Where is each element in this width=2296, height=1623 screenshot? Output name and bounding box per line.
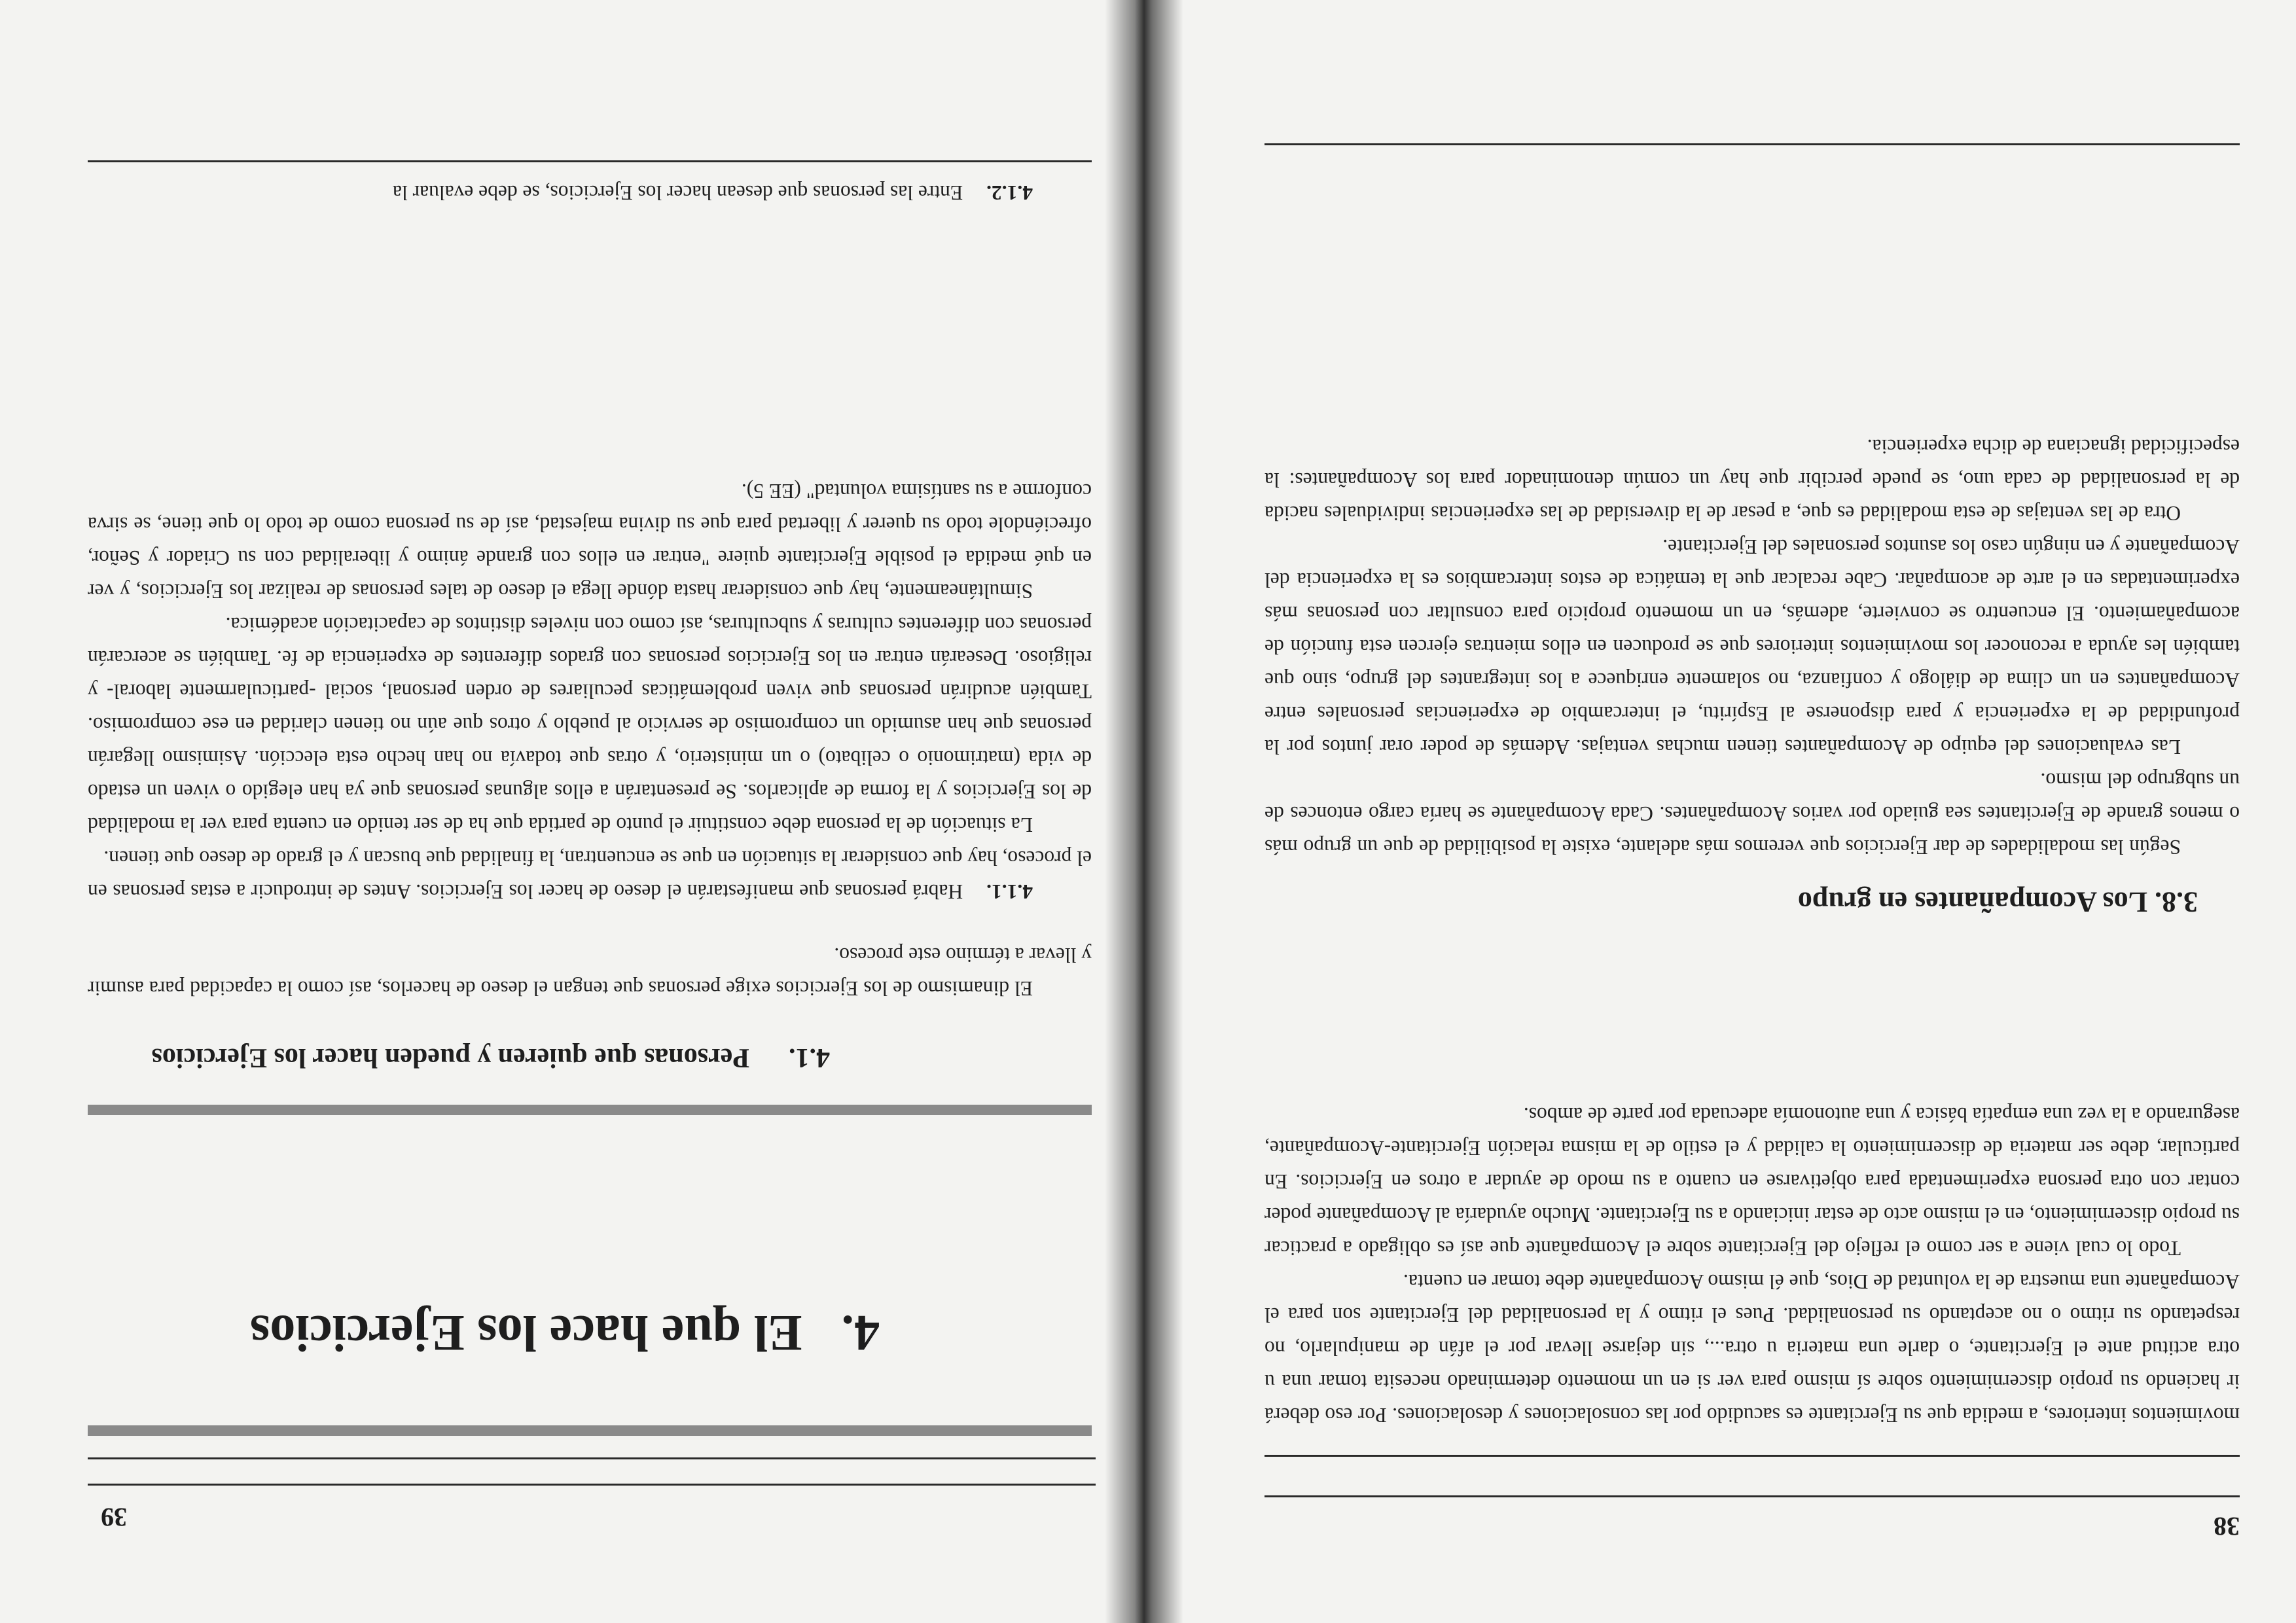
subsection-number: 4.1.1. <box>986 880 1033 903</box>
chapter-title: El que hace los Ejercicios <box>250 1305 802 1362</box>
subsection-4-1-1 <box>88 474 1092 908</box>
chapter-heading <box>250 1304 880 1363</box>
chapter-number: 4. <box>841 1305 880 1362</box>
paragraph: Simultáneamente, hay que considerar hasta dónde llega el deseo de tales personas de realizar los Ejercicios, y ver en qué medida el posible Ejercitante quiere "entrar en ellos con grande ánimo y liberalidad con su Criador y Señor, ofreciéndole todo su querer y libertad para que su divina majestad, así de su persona como de todo lo que tiene, se sirva conforme a su santísima voluntad" (EE 5). <box>88 480 1092 603</box>
subsection-4-1-2 <box>88 176 1092 209</box>
section-number: 3.8. <box>2155 886 2198 918</box>
paragraph: Todo lo cual viene a ser como el reflejo del Ejercitante sobre el Acompañante que así es obligado a practicar su propio discernimiento, en el mismo acto de estar iniciando a su Ejercitante. Mucho ayudaría al Acompañante poder contar con otra persona experimentada para objetivarse en cuanto a su modo de ayudar a otros en Ejercicios. En particular, debe ser materia de discernimiento la calidad y el estilo de la misma relación Ejercitante-Acompañante, asegurando a la vez una empatía básica y una autonomía adecuada por parte de ambos. <box>1265 1103 2240 1260</box>
page-number: 38 <box>2214 1512 2240 1541</box>
section-heading <box>1798 885 2198 919</box>
subsection-text: Habrá personas que manifestarán el deseo de hacer los Ejercicios. Antes de introducir a estas personas en el proceso, hay que considerar la situación en que se encuentran, la finalidad que buscan y el grado de deseo que tienen. <box>88 847 1092 903</box>
page-number: 39 <box>101 1503 127 1532</box>
paragraph: Las evaluaciones del equipo de Acompañantes tienen muchas ventajas. Además de poder orar juntos por la profundidad de la experiencia y para disponerse al Espíritu, el intercambio de experiencias personales entre Acompañantes en un clima de diálogo y confianza, no solamente enriquece a los integrantes del grupo, sino que también les ayuda a reconocer los movimientos interiores que se producen en ellos mientras ejercen esta función de acompañamiento. El encuentro se convierte, además, en un momento propicio para consultar con personas más experimentadas en el arte de acompañar. Cabe recalcar que la temática de estos intercambios es la experiencia del Acompañante y en ningún caso los asuntos personales del Ejercitante. <box>1265 535 2240 758</box>
paragraph <box>88 842 1092 908</box>
paragraph <box>88 176 1092 209</box>
header-rule <box>1265 1455 2240 1457</box>
section-title: Los Acompañantes en grupo <box>1797 886 2147 918</box>
subsection-text: Entre las personas que desean hacer los Ejercicios, se debe evaluar la <box>393 181 963 204</box>
chapter-band-rule-bottom <box>88 1105 1092 1115</box>
intro-text <box>1265 1098 2240 1432</box>
paragraph: El dinamismo de los Ejercicios exige personas que tengan el deseo de hacerlos, así como la capacidad para asumir y llevar a término este proceso. <box>88 944 1092 1000</box>
chapter-band-rule-top <box>88 1425 1092 1436</box>
section-heading <box>88 1042 1092 1073</box>
subsection-number: 4.1.2. <box>986 181 1033 204</box>
header-rule <box>88 1484 1096 1486</box>
page-38 <box>1155 0 2296 1623</box>
section-intro <box>88 938 1092 1005</box>
section-number: 4.1. <box>789 1043 830 1073</box>
section-title: Personas que quieren y pueden hacer los Ejercicios <box>151 1043 749 1073</box>
paragraph: La situación de la persona debe constituir el punto de partida que ha de ser tenido en cuenta para ver la modalidad de los Ejercicios y la forma de aplicarlos. Se presentarán a ellos algunas personas que ya han elegido o viven un estado de vida (matrimonio o celibato) o un ministerio, y otras que todavía no han hecho esta elección. Asimismo llegarán personas que han asumido un compromiso de servicio al pueblo y otros que aún no tienen claridad en ese compromiso. También acudirán personas que viven problemáticas peculiares de orden personal, social -particularmente laboral- y religioso. Desearán entrar en los Ejercicios personas con grados diferentes de experiencia de fe. También se acercarán personas con diferentes culturas y subculturas, así como con niveles distintos de capacitación académica. <box>88 613 1092 836</box>
paragraph: Otra de las ventajas de esta modalidad es que, a pesar de la diversidad de las experiencias individuales nacida de la personalidad de cada uno, se puede percibir que hay un común denominador para los Acompañantes: la especificidad ignaciana de dicha experiencia. <box>1265 435 2240 525</box>
bottom-rule <box>1265 143 2240 145</box>
top-rule <box>1265 1495 2240 1497</box>
bottom-rule <box>88 160 1092 162</box>
paragraph: movimientos interiores, a medida que su Ejercitante es sacudido por las consolaciones y desolaciones. Por eso deberá ir haciendo su propio discernimiento sobre sí mismo para ver si en un momento determinado necesita tomar una u otra actitud ante el Ejercitante, o darle una materia u otra..., sin dejarse llevar por el afán de manipularlo, no respetando su ritmo o no aceptando su personalidad. Pues el ritmo y la personalidad del Ejercitante son para el Acompañante una muestra de la voluntad de Dios, que él mismo Acompañante debe tomar en cuenta. <box>1265 1270 2240 1427</box>
book-spine-shadow <box>1105 0 1183 1623</box>
section-text <box>1265 430 2240 864</box>
paragraph: Según las modalidades de dar Ejercicios que veremos más adelante, existe la posibilidad de que un grupo más o menos grande de Ejercitantes sea guiado por varios Acompañantes. Cada Acompañante se haría cargo entonces de un subgrupo del mismo. <box>1265 769 2240 859</box>
